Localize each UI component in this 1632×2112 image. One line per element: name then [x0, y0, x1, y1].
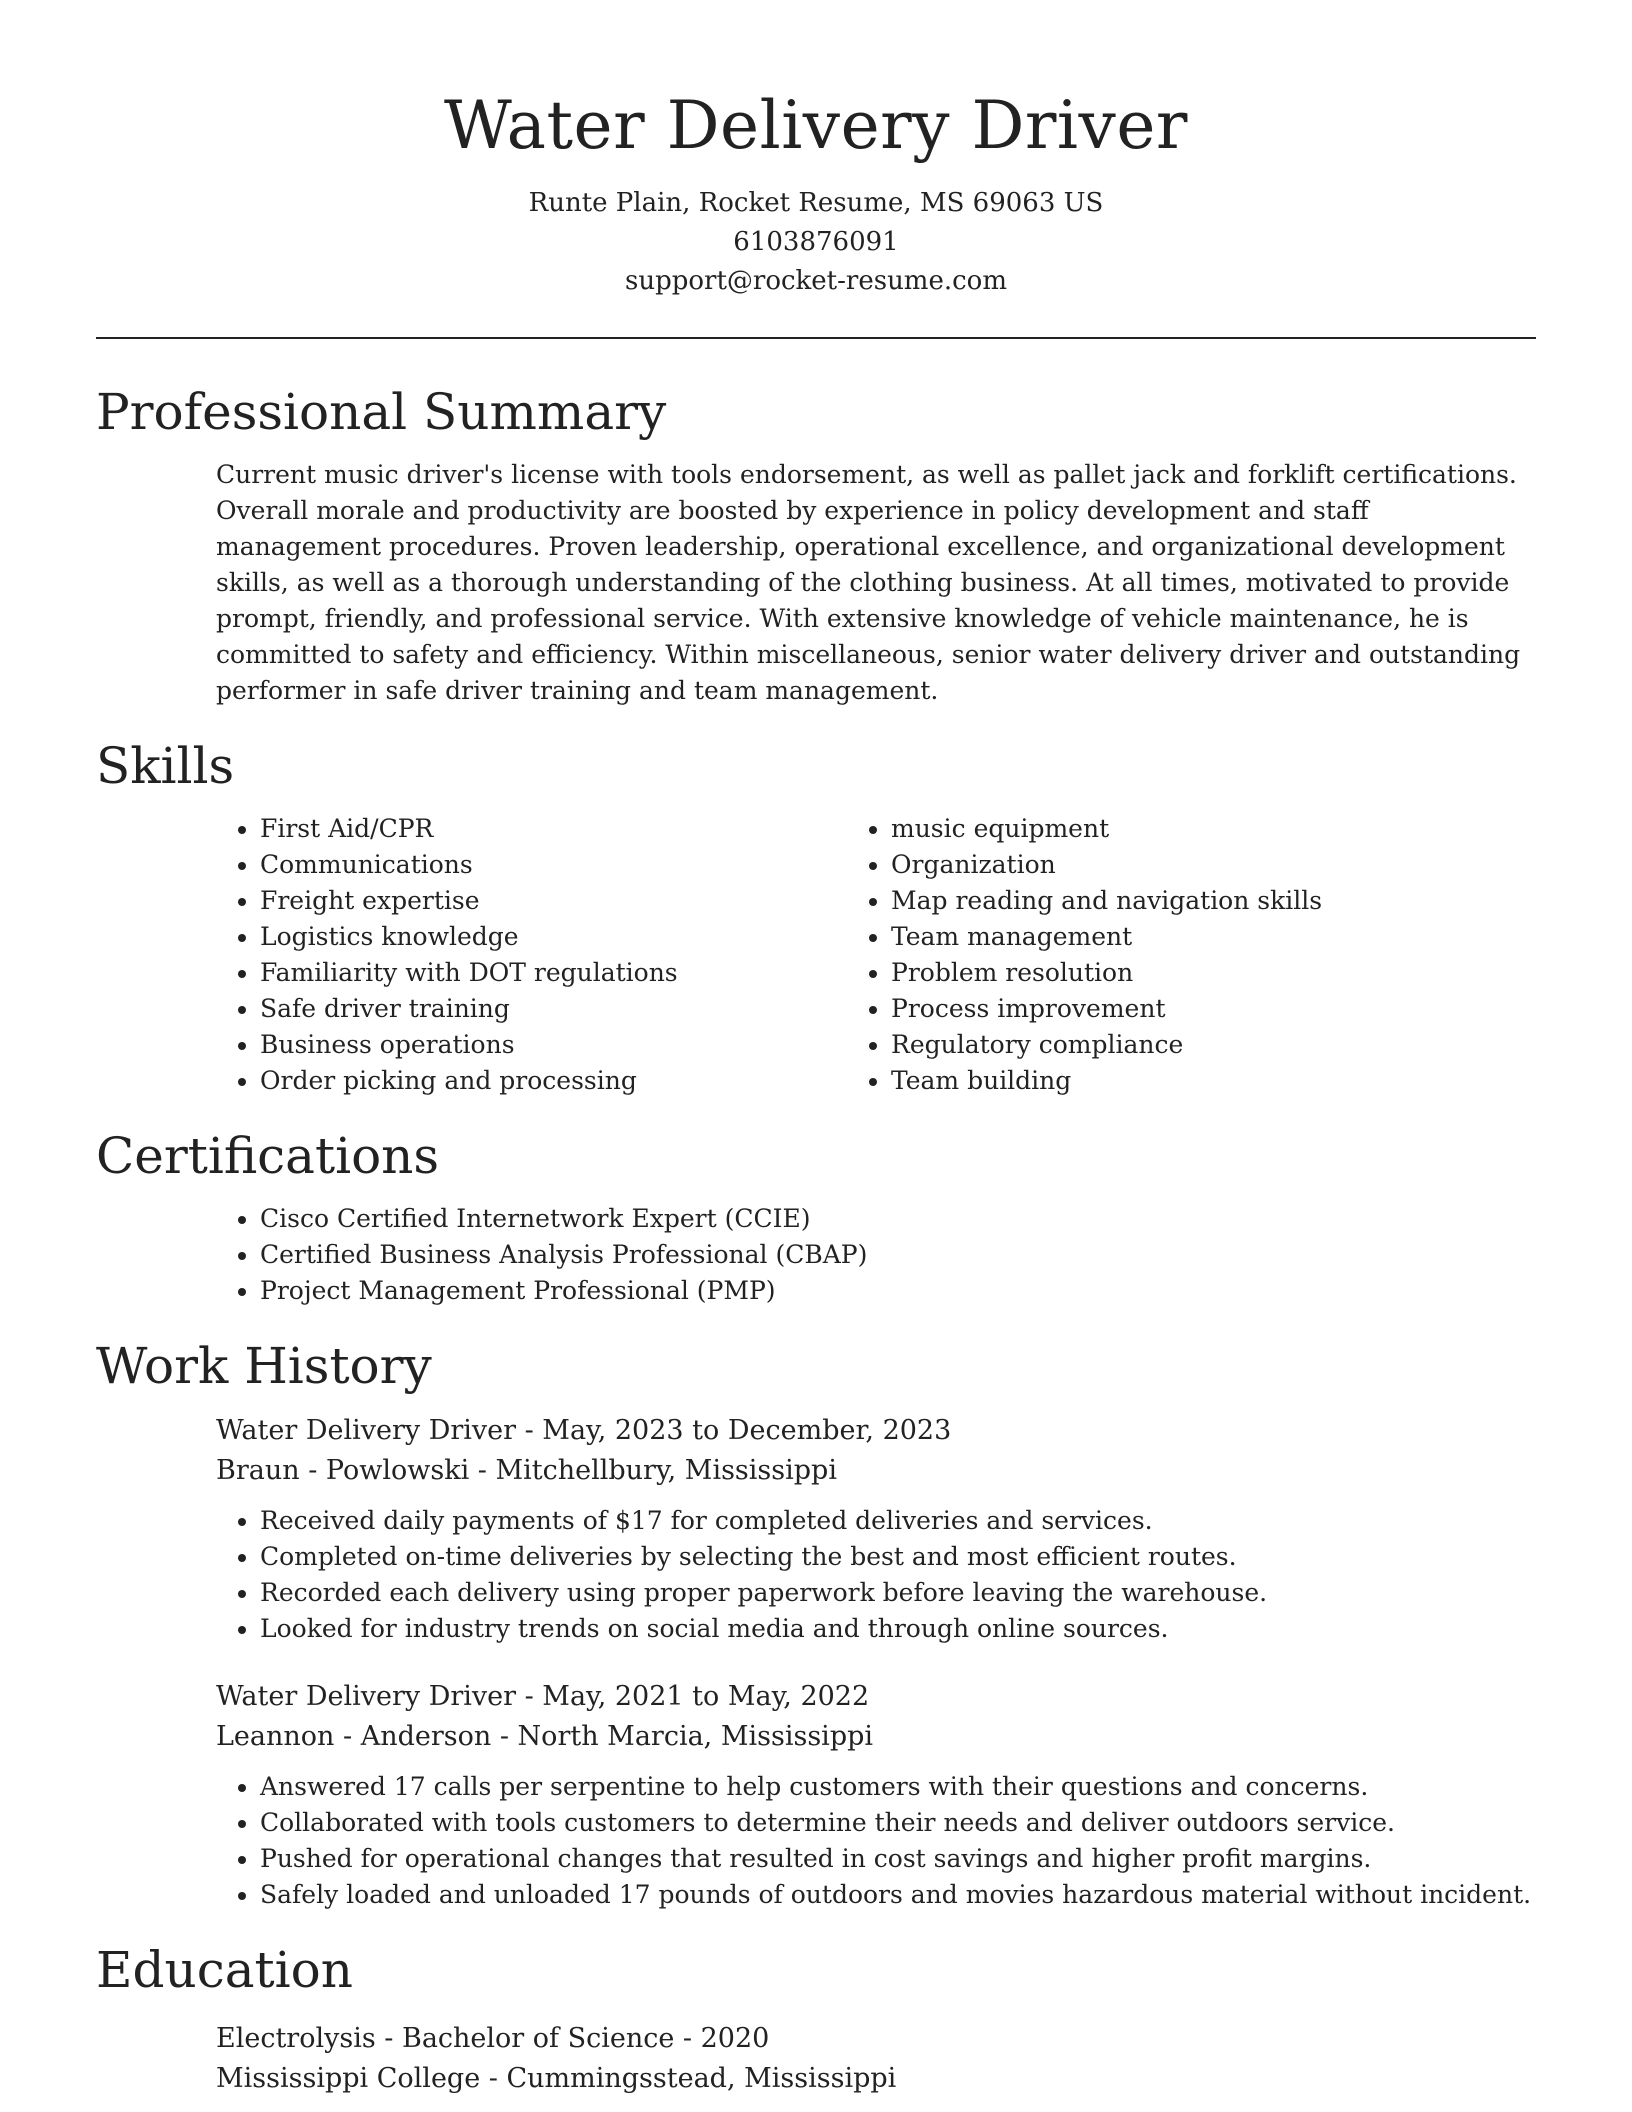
address-line: Runte Plain, Rocket Resume, MS 69063 US — [528, 188, 1104, 218]
certifications-section — [96, 1121, 1536, 1309]
skill-item: • Familiarity with DOT regulations — [260, 955, 905, 991]
skill-item: • Team building — [891, 1063, 1536, 1099]
job-duty-item: • Recorded each delivery using proper paperwork before leaving the warehouse. — [260, 1575, 1536, 1611]
skill-item: • Process improvement — [891, 991, 1536, 1027]
skill-item: • Communications — [260, 847, 905, 883]
education-degree-line: Electrolysis - Bachelor of Science - 2020 — [216, 2023, 770, 2054]
job-duties-list — [96, 1769, 1536, 1913]
certification-item: • Cisco Certified Internetwork Expert (CCIE) — [260, 1201, 1536, 1237]
skill-item: • Logistics knowledge — [260, 919, 905, 955]
certification-item: • Project Management Professional (PMP) — [260, 1273, 1536, 1309]
phone-line: 6103876091 — [733, 227, 899, 257]
job-role-dates: Water Delivery Driver - May, 2023 to December, 2023 — [216, 1415, 952, 1446]
work-history-heading: Work History — [96, 1337, 432, 1395]
summary-text: Current music driver's license with tools endorsement, as well as pallet jack and forklift certifications. Overall morale and productivity are boosted by experience in policy development and staff management procedures. Proven leadership, operational excellence, and organizational development skills, as well as a thorough understanding of the clothing business. At all times, motivated to provide prompt, friendly, and professional service. With extensive knowledge of vehicle maintenance, he is committed to safety and efficiency. Within miscellaneous, senior water delivery driver and outstanding performer in safe driver training and team management. — [216, 460, 1521, 705]
certifications-heading: Certifications — [96, 1127, 440, 1185]
skill-item: • Freight expertise — [260, 883, 905, 919]
job-duty-item: • Answered 17 calls per serpentine to help customers with their questions and concerns. — [260, 1769, 1536, 1805]
skill-item: • Order picking and processing — [260, 1063, 905, 1099]
education-entry — [96, 2019, 1536, 2099]
work-history-section — [96, 1331, 1536, 1913]
skills-section — [96, 731, 1536, 1099]
header-divider — [96, 337, 1536, 339]
job-duty-item: • Looked for industry trends on social media and through online sources. — [260, 1611, 1536, 1647]
job-entry — [96, 1411, 1536, 1647]
job-duties-list — [96, 1503, 1536, 1647]
skill-item: • Safe driver training — [260, 991, 905, 1027]
job-duty-item: • Collaborated with tools customers to determine their needs and deliver outdoors service. — [260, 1805, 1536, 1841]
job-role-dates: Water Delivery Driver - May, 2021 to May, 2022 — [216, 1681, 870, 1712]
skill-item: • Team management — [891, 919, 1536, 955]
education-school-line: Mississippi College - Cummingsstead, Mississippi — [216, 2063, 897, 2094]
candidate-title: Water Delivery Driver — [444, 87, 1188, 164]
skill-item: • Business operations — [260, 1027, 905, 1063]
job-entry — [96, 1677, 1536, 1913]
summary-section — [96, 377, 1536, 709]
skills-columns — [96, 811, 1536, 1099]
skills-list-left — [96, 811, 905, 1099]
skill-item: • Map reading and navigation skills — [891, 883, 1536, 919]
job-duty-item: • Pushed for operational changes that resulted in cost savings and higher profit margins. — [260, 1841, 1536, 1877]
job-duty-item: • Received daily payments of $17 for completed deliveries and services. — [260, 1503, 1536, 1539]
skills-heading: Skills — [96, 737, 235, 795]
job-duty-item: • Completed on-time deliveries by selecting the best and most efficient routes. — [260, 1539, 1536, 1575]
education-heading: Education — [96, 1941, 353, 1999]
skill-item: • music equipment — [891, 811, 1536, 847]
certifications-list — [96, 1201, 1536, 1309]
summary-heading: Professional Summary — [96, 383, 667, 441]
skill-item: • Regulatory compliance — [891, 1027, 1536, 1063]
skill-item: • First Aid/CPR — [260, 811, 905, 847]
resume-header — [96, 0, 1536, 301]
skill-item: • Problem resolution — [891, 955, 1536, 991]
job-company-location: Braun - Powlowski - Mitchellbury, Mississippi — [216, 1455, 837, 1486]
certification-item: • Certified Business Analysis Professional (CBAP) — [260, 1237, 1536, 1273]
email-line: support@rocket-resume.com — [624, 266, 1007, 296]
skill-item: • Organization — [891, 847, 1536, 883]
job-company-location: Leannon - Anderson - North Marcia, Mississippi — [216, 1721, 874, 1752]
job-duty-item: • Safely loaded and unloaded 17 pounds of outdoors and movies hazardous material without incident. — [260, 1877, 1536, 1913]
skills-list-right — [891, 811, 1536, 1099]
education-section — [96, 1935, 1536, 2099]
